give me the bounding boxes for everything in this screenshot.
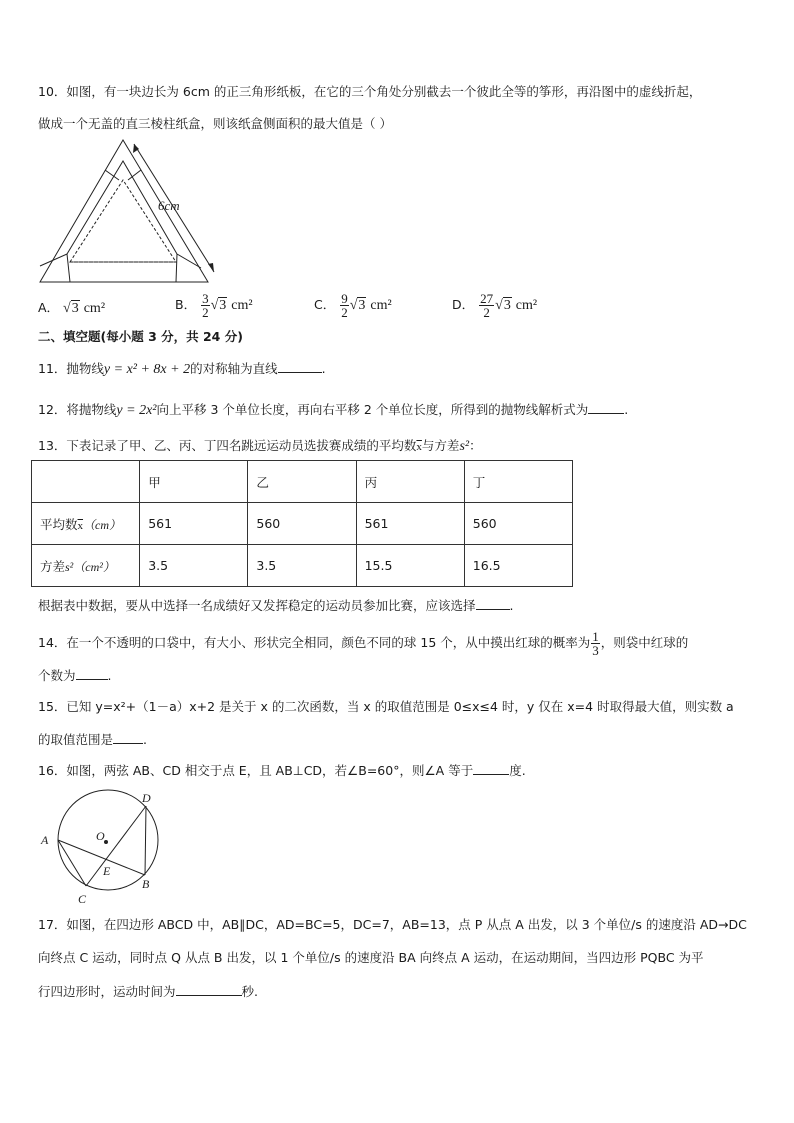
fraction: $\frac{3}{2}$	[202, 291, 209, 320]
answer-blank[interactable]	[176, 981, 242, 996]
table-row: 平均数$\overline{x}(cm)$ 561 560 561 560	[32, 503, 573, 545]
option-b[interactable]: B． $\frac{3}{2}$ √3 cm²	[175, 291, 253, 320]
chord-cd	[86, 806, 146, 886]
svg-text:D: D	[142, 791, 151, 805]
answer-blank[interactable]	[113, 729, 143, 744]
fraction: $\frac{27}{2}$	[480, 291, 494, 320]
q17-line3: 行四边形时，运动时间为 秒.	[38, 981, 258, 1002]
table-row: 方差s²（cm²） 3.5 3.5 15.5 16.5	[32, 545, 573, 587]
q13-after: 根据表中数据，要从中选择一名成绩好又发挥稳定的运动员参加比赛，应该选择 .	[38, 595, 514, 616]
svg-text:O: O	[96, 829, 105, 843]
fraction: $\frac{1}{3}$	[592, 629, 599, 658]
sqrt-expression: √3	[63, 301, 79, 316]
q17-line1: 17．如图，在四边形 ABCD 中，AB∥DC，AD=BC=5，DC=7，AB=13，点 P 从点 A 出发，以 3 个单位/s 的速度沿 AD→DC	[38, 917, 747, 932]
q15-line1: 15．已知 y=x²+（1－a）x+2 是关于 x 的二次函数，当 x 的取值范围是 0≤x≤4 时，y 仅在 x=4 时取得最大值，则实数 a	[38, 699, 734, 714]
dimension-label: 6cm	[158, 198, 180, 213]
chord-ab	[58, 840, 145, 875]
q11: 11．抛物线y = x² + 8x + 2的对称轴为直线 .	[38, 358, 326, 380]
section-heading: 二、填空题(每小题 3 分，共 24 分)	[38, 329, 243, 344]
answer-blank[interactable]	[476, 595, 510, 610]
q13-table	[31, 460, 573, 587]
q10-options	[38, 292, 738, 322]
answer-blank[interactable]	[588, 399, 624, 414]
q14-line1: 14．在一个不透明的口袋中，有大小、形状完全相同，颜色不同的球 15 个，从中摸出红球的概率为 $\frac{1}{3}$ ，则袋中红球的	[38, 629, 689, 658]
fraction: $\frac{9}{2}$	[341, 291, 348, 320]
q12-expression: y = 2x²	[116, 403, 157, 418]
outer-triangle	[40, 140, 208, 282]
option-d[interactable]: D． $\frac{27}{2}$ √3 cm²	[452, 291, 538, 320]
answer-blank[interactable]	[76, 665, 108, 680]
q16: 16．如图，两弦 AB、CD 相交于点 E，且 AB⊥CD，若∠B=60°，则∠A 等于 度.	[38, 760, 526, 781]
answer-blank[interactable]	[278, 358, 322, 373]
q12: 12．将抛物线y = 2x²向上平移 3 个单位长度，再向右平移 2 个单位长度，所得到的抛物线解析式为 .	[38, 399, 628, 421]
q10-triangle-figure	[36, 136, 226, 286]
answer-blank[interactable]	[473, 760, 509, 775]
svg-text:E: E	[103, 864, 111, 878]
q17-line2: 向终点 C 运动，同时点 Q 从点 B 出发，以 1 个单位/s 的速度沿 BA 向终点 A 运动，在运动期间，当四边形 PQBC 为平	[38, 950, 704, 965]
q15-line2: 的取值范围是 .	[38, 729, 147, 750]
option-c[interactable]: C． $\frac{9}{2}$ √3 cm²	[314, 291, 392, 320]
fold-lines	[70, 180, 176, 262]
q16-circle-figure	[36, 788, 166, 906]
q14-line2: 个数为 .	[38, 665, 112, 686]
svg-text:B: B	[142, 877, 150, 891]
q10-text-line1: 10．如图，有一块边长为 6cm 的正三角形纸板，在它的三个角处分别截去一个彼此全等的筝形，再沿图中的虚线折起，	[38, 84, 702, 99]
q10-text-line2: 做成一个无盖的直三棱柱纸盒，则该纸盒侧面积的最大值是（ ）	[38, 116, 392, 131]
svg-text:A: A	[41, 833, 49, 847]
option-a[interactable]: A． √3 cm²	[38, 300, 106, 316]
q13-intro: 13．下表记录了甲、乙、丙、丁四名跳远运动员选拔赛成绩的平均数$\overline{x}$与方差s²：	[38, 438, 482, 454]
table-header-row: 甲 乙 丙 丁	[32, 461, 573, 503]
svg-text:C: C	[78, 892, 87, 906]
q11-expression: y = x² + 8x + 2	[103, 362, 191, 377]
